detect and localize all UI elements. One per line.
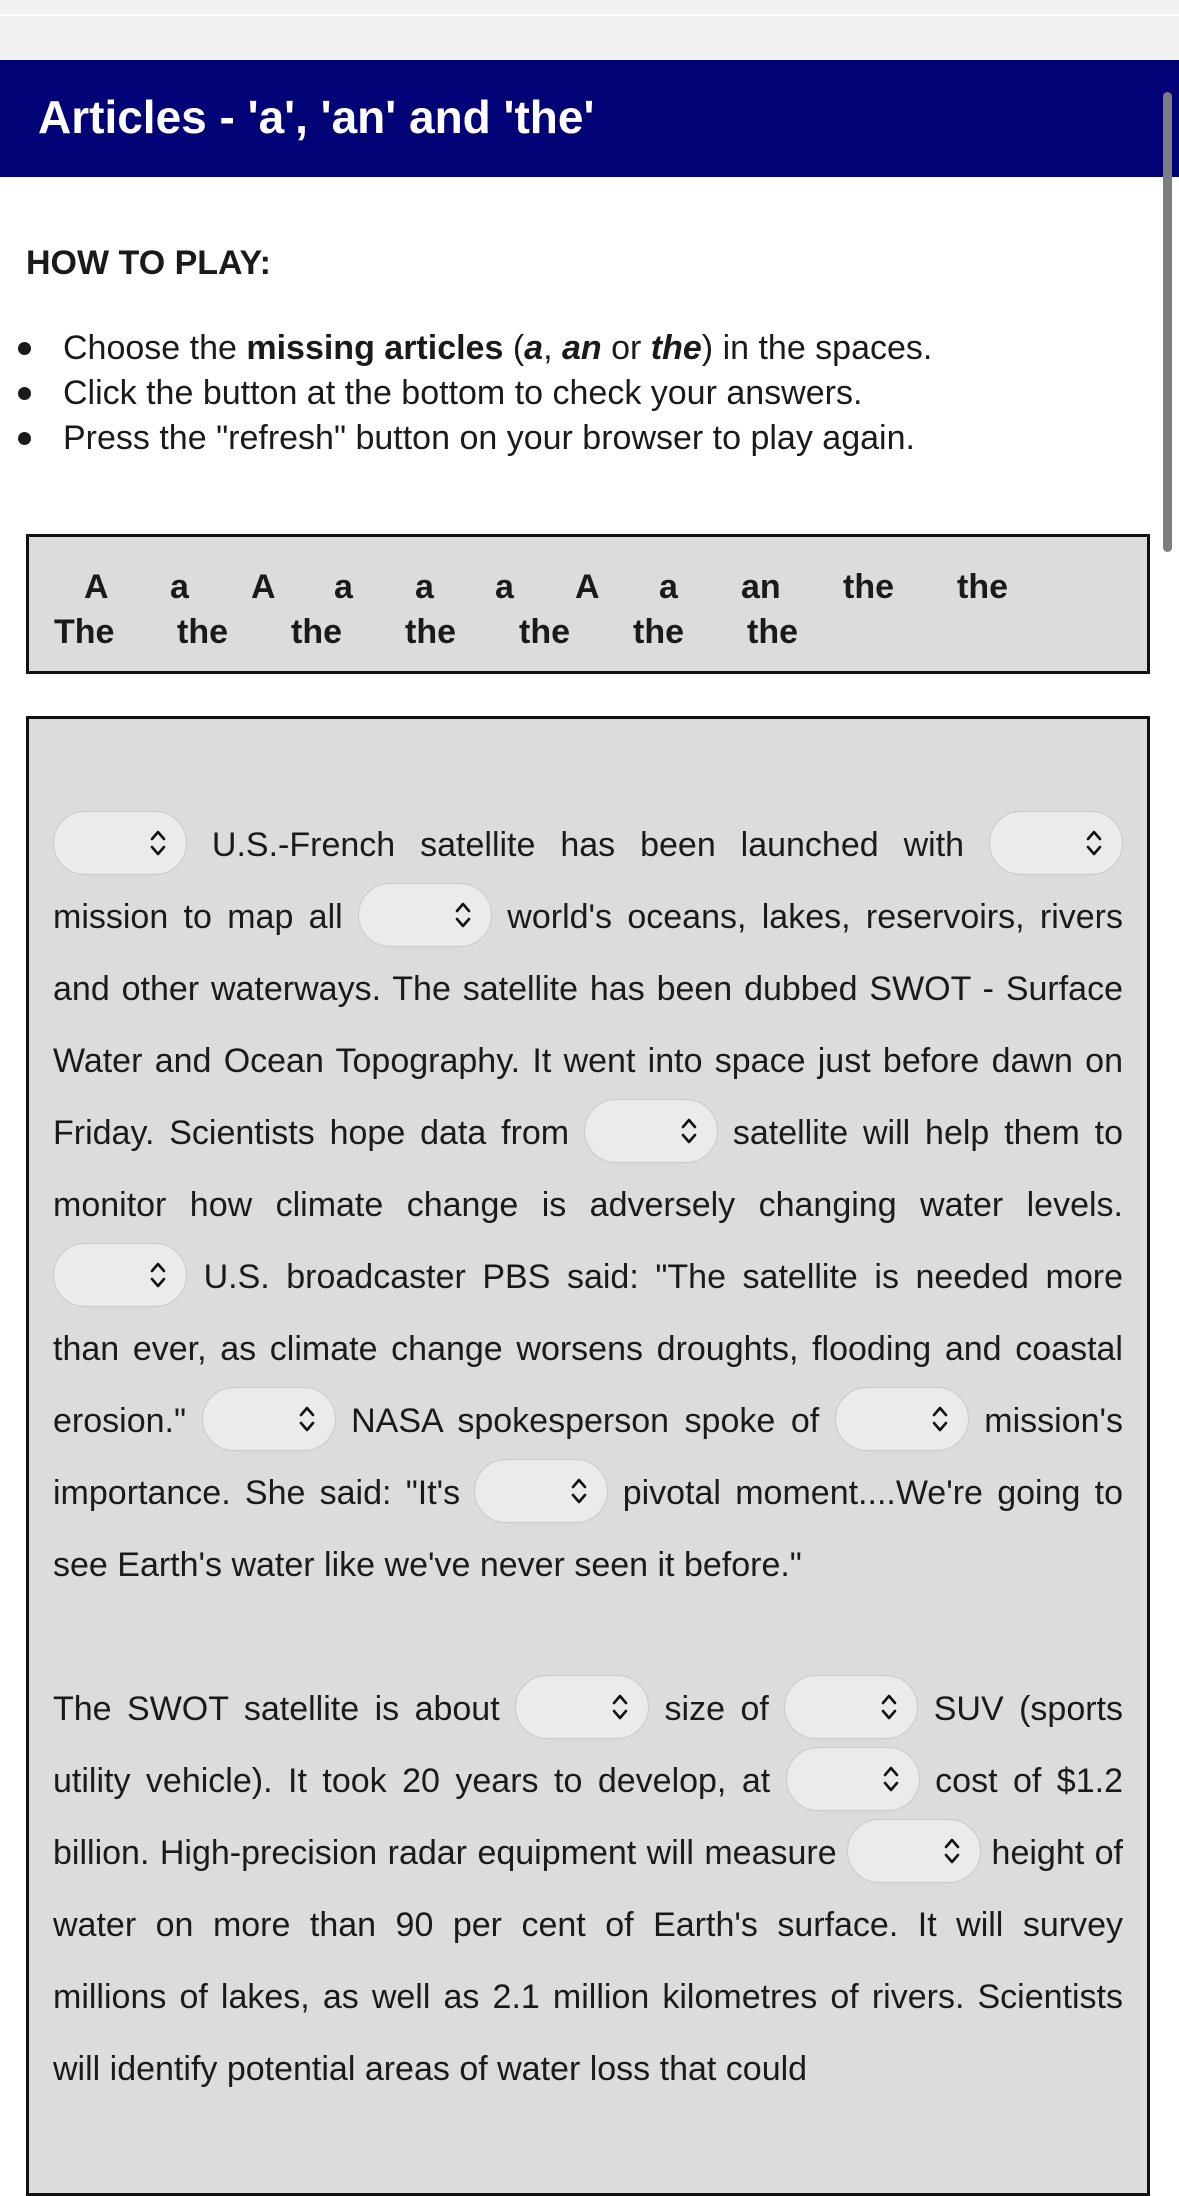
article-dropdown-12[interactable] — [847, 1819, 981, 1883]
chevron-updown-icon — [932, 1404, 948, 1434]
chevron-updown-icon — [571, 1476, 587, 1506]
chevron-updown-icon — [455, 900, 471, 930]
word-bank-word: the — [177, 613, 228, 651]
rule1-a: a — [524, 329, 544, 367]
article-dropdown-5[interactable] — [53, 1243, 187, 1307]
text-segment: size of — [649, 1690, 785, 1728]
article-dropdown-7[interactable] — [835, 1387, 969, 1451]
article-dropdown-1[interactable] — [53, 811, 187, 875]
text-segment: U.S.-French satellite has been launched with — [187, 826, 989, 864]
article-dropdown-8[interactable] — [474, 1459, 608, 1523]
word-bank-word: the — [405, 613, 456, 651]
word-bank-word: A — [575, 568, 600, 606]
text-segment: SUV (sports utility vehicle). It took 20 years to develop, at — [53, 1690, 1123, 1800]
text-segment: satellite will help them to monitor how climate change is adversely changing water levels. — [53, 1114, 1123, 1224]
rule3-text: Press the "refresh" button on your browser to play again. — [63, 419, 915, 457]
word-bank — [26, 534, 1150, 674]
word-bank-word: the — [519, 613, 570, 651]
article-dropdown-2[interactable] — [989, 811, 1123, 875]
word-bank-word: The — [54, 613, 115, 651]
word-bank-word: the — [291, 613, 342, 651]
word-bank-word: a — [659, 568, 678, 606]
article-dropdown-11[interactable] — [786, 1747, 920, 1811]
exercise-panel — [26, 716, 1150, 2196]
text-segment: NASA spokesperson spoke of — [335, 1402, 835, 1440]
word-bank-word: A — [251, 568, 276, 606]
instruction-item-3 — [14, 416, 1154, 461]
exercise-paragraph-2 — [53, 1673, 1123, 2105]
rule1-post: ) in the spaces. — [701, 329, 933, 367]
rule2-text: Click the button at the bottom to check your answers. — [63, 374, 863, 412]
word-bank-word: the — [957, 568, 1008, 606]
text-segment: pivotal moment....We're going to see Earth's water like we've never seen it before." — [53, 1474, 1123, 1584]
chevron-updown-icon — [1086, 828, 1102, 858]
bullet-icon — [18, 342, 31, 355]
word-bank-word: the — [633, 613, 684, 651]
chevron-updown-icon — [883, 1764, 899, 1794]
text-segment: height of water on more than 90 per cent of Earth's surface. It will survey millions of lakes, as well as 2.1 million kilometres of rivers. Scientists will identify potential areas of water loss that could — [53, 1834, 1123, 2088]
word-bank-word: A — [84, 568, 109, 606]
word-bank-word: the — [747, 613, 798, 651]
instruction-item-2 — [14, 371, 1154, 416]
page-title: Articles - 'a', 'an' and 'the' — [38, 91, 595, 143]
bullet-icon — [18, 387, 31, 400]
text-segment: cost of $1.2 billion. High-precision radar equipment will measure — [53, 1762, 1123, 1872]
scrollbar-thumb[interactable] — [1163, 92, 1172, 552]
article-dropdown-3[interactable] — [358, 883, 492, 947]
article-dropdown-10[interactable] — [784, 1675, 918, 1739]
chevron-updown-icon — [612, 1692, 628, 1722]
rule1-or: or — [601, 329, 651, 367]
chevron-updown-icon — [944, 1836, 960, 1866]
article-dropdown-4[interactable] — [584, 1099, 718, 1163]
text-segment: world's oceans, lakes, reservoirs, rivers and other waterways. The satellite has been dubbed SWOT - Surface Water and Ocean Topography. It went into space just before dawn on Friday. Scientists hope data from — [53, 898, 1123, 1152]
text-segment: The SWOT satellite is about — [53, 1690, 516, 1728]
word-bank-word: an — [741, 568, 781, 606]
page-header — [0, 60, 1179, 177]
text-segment: mission to map all — [53, 898, 358, 936]
word-bank-word: a — [495, 568, 514, 606]
bullet-icon — [18, 432, 31, 445]
word-bank-word: a — [415, 568, 434, 606]
article-dropdown-6[interactable] — [202, 1387, 336, 1451]
rule1-mid: ( — [503, 329, 525, 367]
instruction-item-1 — [14, 326, 1154, 371]
text-segment: U.S. broadcaster PBS said: "The satellite is needed more than ever, as climate change worsens droughts, flooding and coastal erosion." — [53, 1258, 1123, 1440]
rule1-bold: missing articles — [246, 329, 504, 367]
rule1-pre: Choose the — [63, 329, 247, 367]
instructions-list — [14, 326, 1154, 461]
browser-top-strip — [0, 0, 1179, 60]
word-bank-word: the — [843, 568, 894, 606]
article-dropdown-9[interactable] — [515, 1675, 649, 1739]
rule1-an: an — [561, 329, 602, 367]
chevron-updown-icon — [681, 1116, 697, 1146]
chevron-updown-icon — [150, 1260, 166, 1290]
top-strip-line — [0, 14, 1179, 16]
chevron-updown-icon — [881, 1692, 897, 1722]
word-bank-word: a — [334, 568, 353, 606]
rule1-comma: , — [543, 329, 562, 367]
chevron-updown-icon — [299, 1404, 315, 1434]
word-bank-word: a — [170, 568, 189, 606]
exercise-paragraph-1 — [53, 809, 1123, 1601]
chevron-updown-icon — [150, 828, 166, 858]
text-segment: mission's importance. She said: "It's — [53, 1402, 1123, 1512]
how-to-play-heading: HOW TO PLAY: — [26, 244, 271, 282]
rule1-the: the — [650, 329, 702, 367]
